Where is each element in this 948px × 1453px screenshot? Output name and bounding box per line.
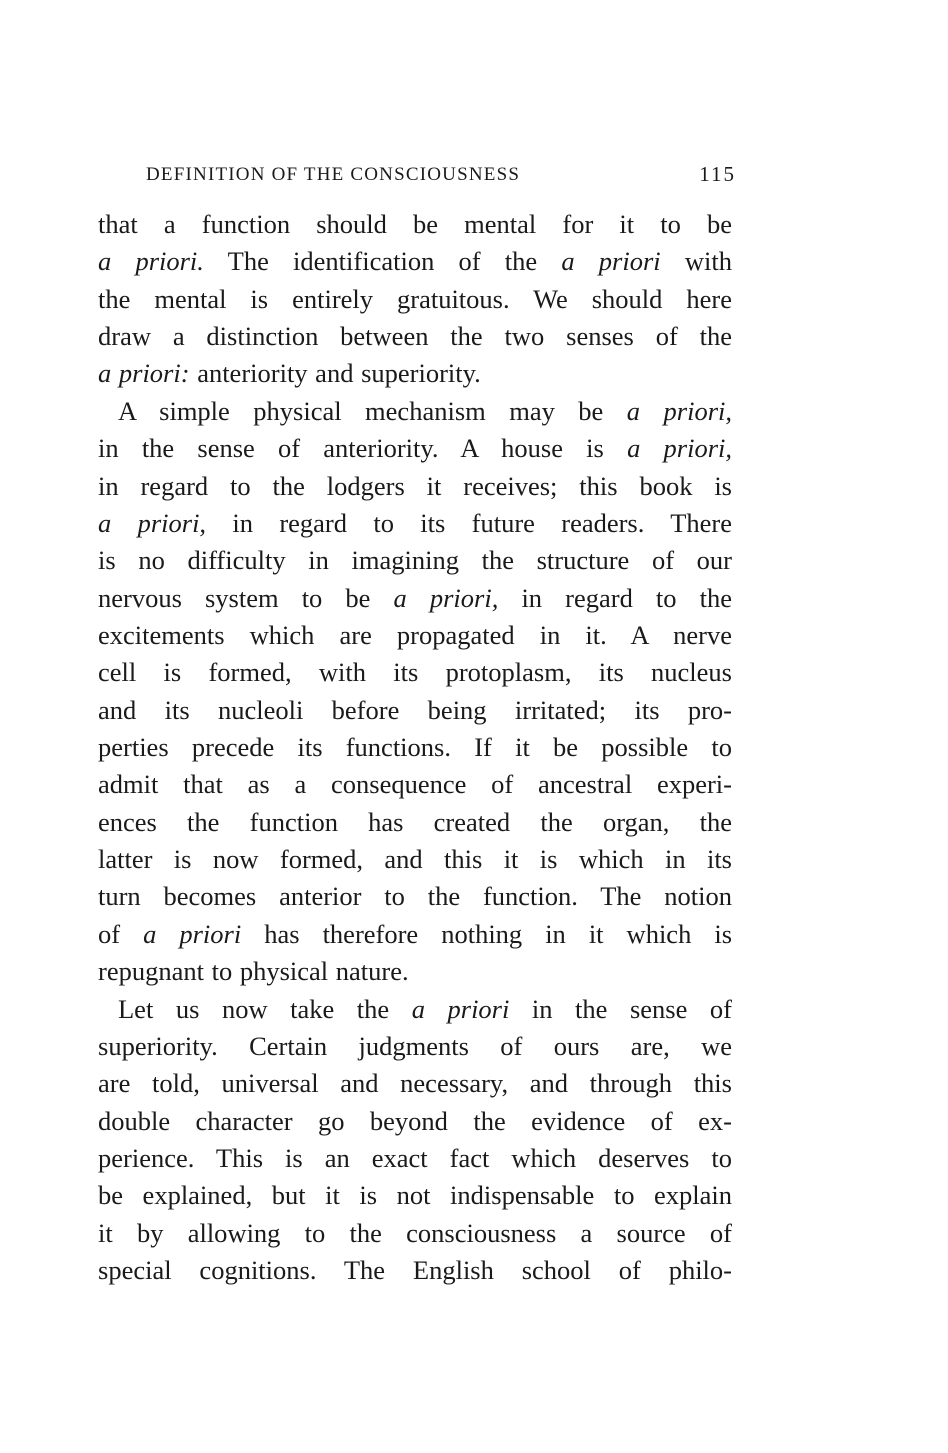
text-segment: perties precede its functions. If it be possible to	[98, 732, 732, 763]
text-segment: latter is now formed, and this it is which in its	[98, 844, 732, 875]
text-segment: anteriority and superiority.	[189, 358, 481, 389]
text-line-p3	[98, 1028, 732, 1065]
italic-phrase: a priori	[411, 993, 510, 1024]
text-segment: draw a distinction between the two senses of the	[98, 321, 732, 352]
text-segment: be explained, but it is not indispensable to explain	[98, 1180, 732, 1211]
text-segment: with	[660, 246, 732, 277]
text-segment: The identification of the	[203, 246, 562, 277]
text-line-p2	[98, 580, 732, 617]
italic-phrase: a priori.	[98, 246, 204, 277]
running-header	[146, 162, 736, 192]
text-line-p2	[98, 654, 732, 691]
text-segment: double character go beyond the evidence of ex-	[98, 1105, 732, 1136]
text-segment: Let us now take the	[118, 993, 412, 1024]
text-line-p2	[98, 468, 732, 505]
text-segment: is no difficulty in imagining the structure of our	[98, 545, 732, 576]
italic-phrase: a priori,	[98, 507, 207, 538]
page-number: 115	[699, 162, 736, 186]
text-line-p3	[98, 1103, 732, 1140]
text-segment: ences the function has created the organ, the	[98, 806, 732, 837]
text-line-p2	[98, 430, 732, 467]
text-line-p3	[98, 1177, 732, 1214]
text-segment: admit that as a consequence of ancestral experi-	[98, 769, 732, 800]
italic-phrase: a priori:	[98, 358, 190, 389]
text-segment: special cognitions. The English school of philo-	[98, 1255, 732, 1286]
text-line-p2	[98, 505, 732, 542]
italic-phrase: a priori,	[393, 582, 499, 613]
text-line-p2	[98, 692, 732, 729]
text-line-p2	[98, 617, 732, 654]
text-line-p2	[98, 841, 732, 878]
text-segment: cell is formed, with its protoplasm, its nucleus	[98, 657, 732, 688]
text-line-p3	[98, 991, 732, 1028]
text-segment: A simple physical mechanism may be	[118, 395, 627, 426]
body-text	[98, 206, 732, 1289]
running-title: DEFINITION OF THE CONSCIOUSNESS	[146, 164, 521, 185]
text-segment: repugnant to physical nature.	[98, 956, 409, 987]
text-segment: are told, universal and necessary, and through this	[98, 1068, 732, 1099]
text-segment: in regard to its future readers. There	[206, 507, 732, 538]
text-line-p1	[98, 243, 732, 280]
text-segment: of	[98, 918, 144, 949]
text-segment: that a function should be mental for it to be	[98, 209, 732, 239]
text-line-p2	[98, 878, 732, 915]
text-line-p1	[98, 281, 732, 318]
text-segment: it by allowing to the consciousness a source of	[98, 1217, 732, 1248]
text-line-p2	[98, 766, 732, 803]
italic-phrase: a priori	[143, 918, 242, 949]
text-segment: nervous system to be	[98, 582, 394, 613]
text-segment: in regard to the	[498, 582, 732, 613]
text-line-p2	[98, 916, 732, 953]
italic-phrase: a priori,	[627, 433, 733, 464]
text-segment: excitements which are propagated in it. A nerve	[98, 619, 732, 650]
text-line-p3	[98, 1215, 732, 1252]
text-line-p3	[98, 1140, 732, 1177]
text-line-p2	[98, 393, 732, 430]
text-line-p1	[98, 206, 732, 243]
text-segment: perience. This is an exact fact which deserves to	[98, 1142, 732, 1173]
text-line-p1	[98, 318, 732, 355]
text-segment: in the sense of anteriority. A house is	[98, 433, 628, 464]
italic-phrase: a priori,	[626, 395, 732, 426]
text-line-p2	[98, 804, 732, 841]
text-segment: has therefore nothing in it which is	[241, 918, 733, 949]
text-line-p2	[98, 953, 732, 990]
text-segment: turn becomes anterior to the function. The notion	[98, 881, 732, 912]
text-segment: and its nucleoli before being irritated; its pro-	[98, 694, 732, 725]
text-line-p3	[98, 1065, 732, 1102]
italic-phrase: a priori	[561, 246, 661, 277]
text-line-p1	[98, 355, 732, 392]
text-segment: in regard to the lodgers it receives; this book is	[98, 470, 732, 501]
text-line-p2	[98, 729, 732, 766]
text-line-p3	[98, 1252, 732, 1289]
text-segment: in the sense of	[509, 993, 732, 1024]
text-segment: superiority. Certain judgments of ours are, we	[98, 1030, 732, 1061]
text-line-p2	[98, 542, 732, 579]
text-segment: the mental is entirely gratuitous. We should here	[98, 283, 732, 314]
